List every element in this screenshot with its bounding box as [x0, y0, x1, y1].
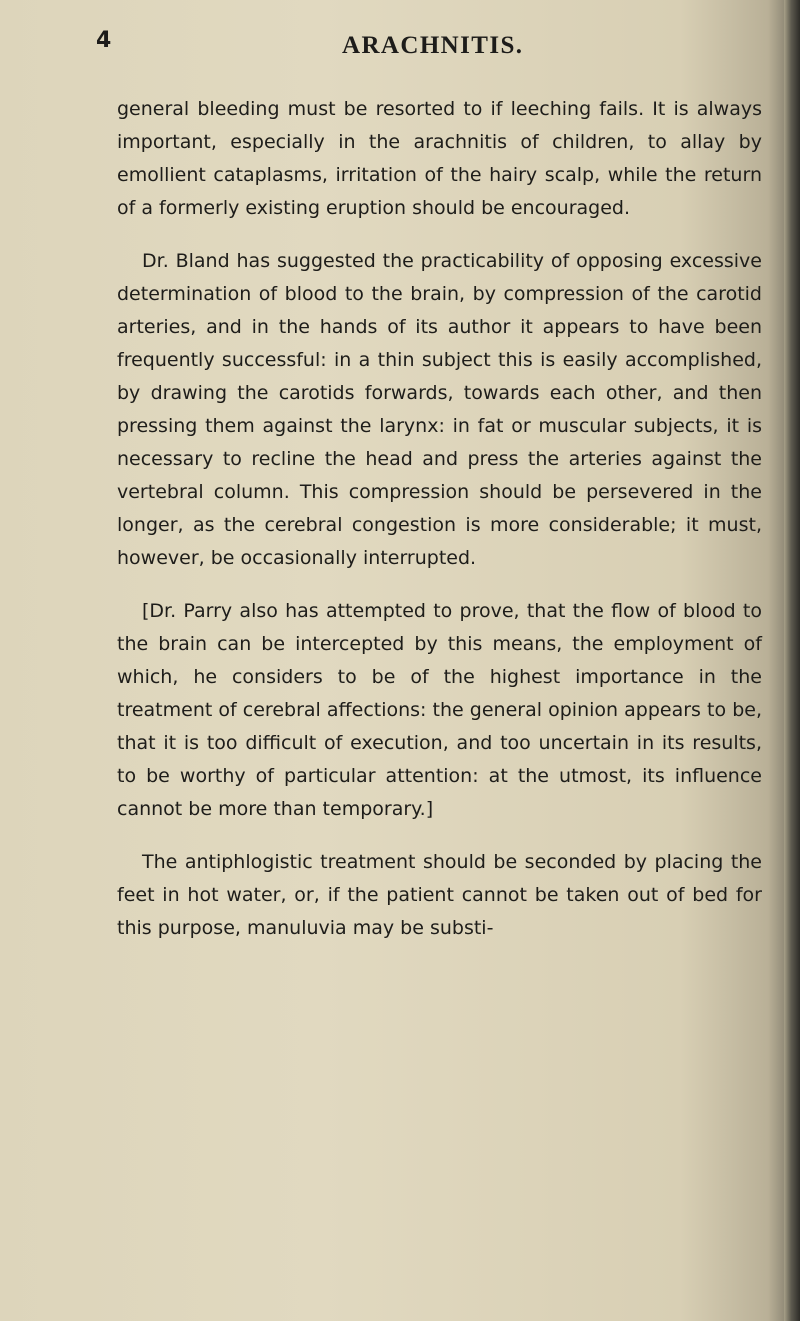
running-head: ARACHNITIS.	[342, 32, 524, 59]
paragraph-2: Dr. Bland has suggested the practicability of opposing excessive determination of blood to the brain, by compression of the carotid arteries, and in the hands of its author it appears to have been frequently successful: in a thin subject this is easily accomplished, by drawing the carotids forwards, towards each other, and then pressing them against the larynx: in fat or muscular subjects, it is necessary to recline the head and press the arteries against the vertebral column. This compression should be persevered in the longer, as the cerebral congestion is more considerable; it must, however, be occasionally interrupted.	[117, 250, 762, 569]
paragraph-3: [Dr. Parry also has attempted to prove, that the flow of blood to the brain can be intercepted by this means, the employment of which, he considers to be of the highest importance in the treatment of cerebral affections: the general opinion appears to be, that it is too difficult of execution, and too uncertain in its results, to be worthy of particular attention: at the utmost, its influence cannot be more than temporary.]	[117, 600, 762, 820]
page-header	[96, 28, 756, 68]
page-number: 4	[96, 28, 112, 53]
page-edge-shadow	[784, 0, 800, 1321]
paragraph-4: The antiphlogistic treatment should be seconded by placing the feet in hot water, or, if the patient cannot be taken out of bed for this purpose, manuluvia may be substi-	[117, 851, 762, 939]
paragraph-1: general bleeding must be resorted to if leeching fails. It is always important, especially in the arachnitis of children, to allay by emollient cataplasms, irritation of the hairy scalp, while the return of a formerly existing eruption should be encouraged.	[117, 98, 762, 219]
body-text	[117, 93, 762, 945]
